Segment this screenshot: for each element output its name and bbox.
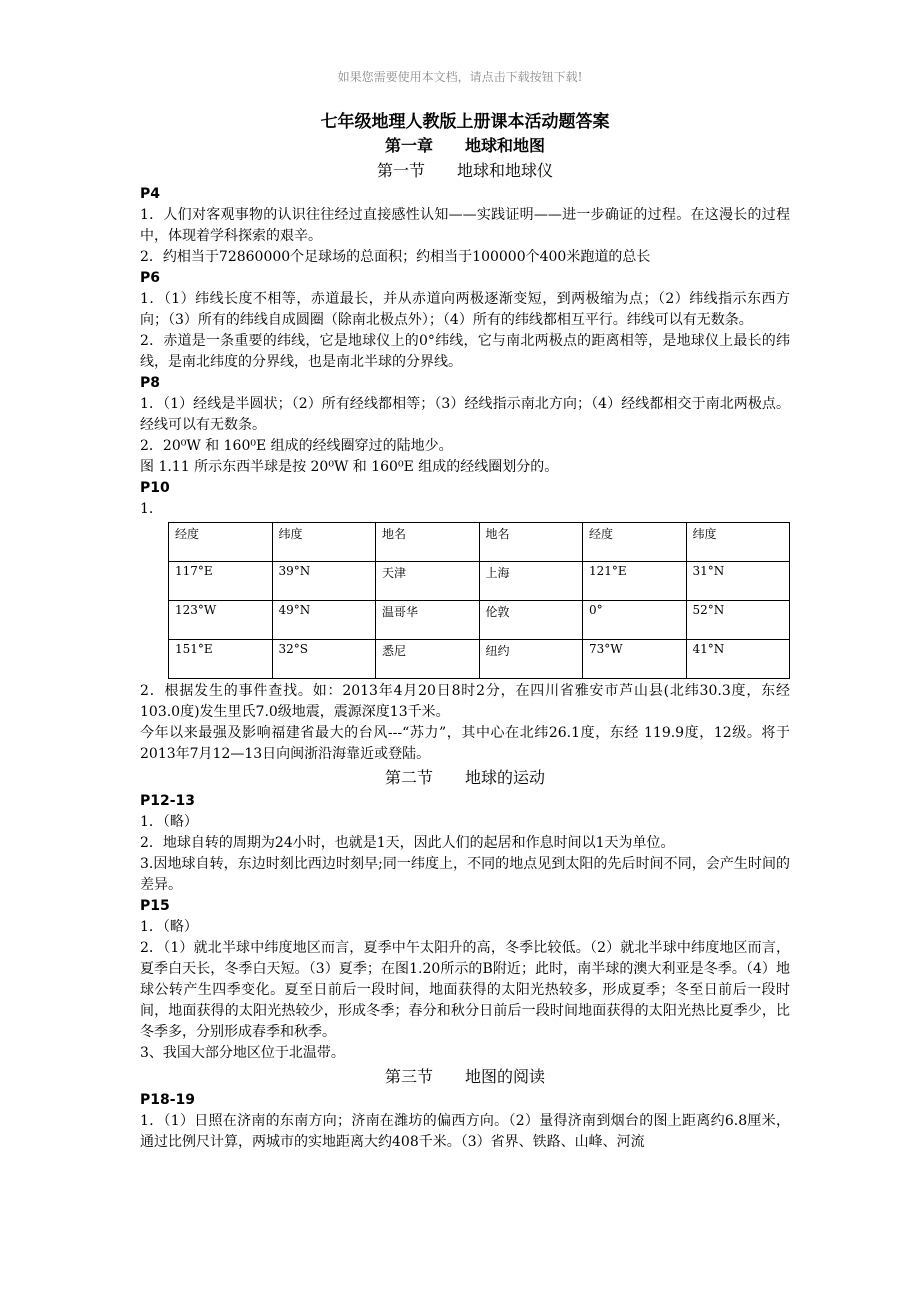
chapter-name: 地球和地图 <box>465 136 546 155</box>
answer-p4-2: 2．约相当于72860000个足球场的总面积；约相当于100000个400米跑道的总长 <box>140 249 651 265</box>
table-header-cell: 纬度 <box>272 523 376 562</box>
answer-p6-1: 1．（1）纬线长度不相等，赤道最长，并从赤道向两极逐渐变短，到两极缩为点；（2）纬线指示东西方向；（3）所有的纬线自成圆圈（除南北极点外）；（4）所有的纬线都相互平行。纬线可以有无数条。 <box>140 291 790 328</box>
answer-p18-1: 1．（1）日照在济南的东南方向；济南在潍坊的偏西方向。（2）量得济南到烟台的图上距离约6.8厘米，通过比例尺计算，两城市的实地距离大约408千米。（3）省界、铁路、山峰、河流 <box>140 1113 790 1150</box>
table-header-cell: 纬度 <box>686 523 790 562</box>
table-cell: 天津 <box>376 562 480 601</box>
document-title: 七年级地理人教版上册课本活动题答案 <box>320 112 610 132</box>
table-cell: 上海 <box>479 562 583 601</box>
answer-p8-3: 图 1.11 所示东西半球是按 20⁰W 和 160⁰E 组成的经线圈划分的。 <box>140 459 559 475</box>
answer-p10-1-number: 1． <box>140 501 163 517</box>
answer-p15-2: 2．（1）就北半球中纬度地区而言，夏季中午太阳升的高，冬季比较低。（2）就北半球中纬度地区而言，夏季白天长，冬季白天短。（3）夏季；在图1.20所示的B附近；此时，南半球的澳大利亚是冬季。（4）地球公转产生四季变化。夏至日前后一段时间，地面获得的太阳光热较多，形成夏季；冬至日前后一段时间，地面获得的太阳光热较少，形成冬季；春分和秋分日前后一段时间地面获得的太阳光热比夏季少，比冬季多，分别形成春季和秋季。 <box>140 940 790 1040</box>
table-cell: 123°W <box>169 601 273 640</box>
page-label-p8: P8 <box>140 375 161 391</box>
page-label-p18: P18-19 <box>140 1092 196 1108</box>
chapter-label: 第一章 <box>384 136 433 155</box>
table-cell: 39°N <box>272 562 376 601</box>
answer-p8-2: 2．20⁰W 和 160⁰E 组成的经线圈穿过的陆地少。 <box>140 438 453 454</box>
coordinates-table <box>168 522 790 679</box>
table-header-cell: 地名 <box>376 523 480 562</box>
page-label-p4: P4 <box>140 186 161 202</box>
answer-p12-3: 3.因地球自转，东边时刻比西边时刻早;同一纬度上，不同的地点见到太阳的先后时间不同，会产生时间的差异。 <box>140 856 790 893</box>
table-row <box>169 640 790 679</box>
table-row <box>169 562 790 601</box>
section-label: 第一节 <box>376 161 425 180</box>
table-cell: 73°W <box>583 640 687 679</box>
page-label-p6: P6 <box>140 270 161 286</box>
section-name: 地球的运动 <box>465 768 546 787</box>
table-cell: 117°E <box>169 562 273 601</box>
table-header-row <box>169 523 790 562</box>
page-label-p10: P10 <box>140 480 170 496</box>
table-header-cell: 地名 <box>479 523 583 562</box>
page-label-p12: P12-13 <box>140 793 196 809</box>
section-heading-3 <box>140 1064 790 1090</box>
answer-p15-3: 3、我国大部分地区位于北温带。 <box>140 1045 345 1061</box>
answer-p10-3: 今年以来最强及影响福建省最大的台风---“苏力”，其中心在北纬26.1度，东经 119.9度，12级。将于2013年7月12—13日向闽浙沿海靠近或登陆。 <box>140 725 790 762</box>
document-body <box>140 110 790 1153</box>
chapter-heading <box>140 134 790 158</box>
table-header-cell: 经度 <box>583 523 687 562</box>
page-label-p15: P15 <box>140 898 170 914</box>
section-heading-1 <box>140 158 790 184</box>
table-cell: 纽约 <box>479 640 583 679</box>
answer-p12-1: 1．（略） <box>140 814 198 830</box>
table-cell: 伦敦 <box>479 601 583 640</box>
table-cell: 52°N <box>686 601 790 640</box>
table-cell: 0° <box>583 601 687 640</box>
table-header-cell: 经度 <box>169 523 273 562</box>
table-row <box>169 601 790 640</box>
answer-p12-2: 2．地球自转的周期为24小时，也就是1天，因此人们的起居和作息时间以1天为单位。 <box>140 835 675 851</box>
answer-p10-2: 2．根据发生的事件查找。如：2013年4月20日8时2分，在四川省雅安市芦山县(北纬30.3度，东经103.0度)发生里氏7.0级地震，震源深度13千米。 <box>140 683 790 720</box>
table-cell: 41°N <box>686 640 790 679</box>
section-heading-2 <box>140 765 790 791</box>
download-notice: 如果您需要使用本文档，请点击下载按钮下载! <box>337 70 583 84</box>
section-name: 地球和地球仪 <box>457 161 554 180</box>
table-cell: 温哥华 <box>376 601 480 640</box>
answer-p8-1: 1．（1）经线是半圆状；（2）所有经线都相等；（3）经线指示南北方向；（4）经线都相交于南北两极点。经线可以有无数条。 <box>140 396 790 433</box>
table-cell: 31°N <box>686 562 790 601</box>
section-name: 地图的阅读 <box>465 1067 546 1086</box>
section-label: 第三节 <box>384 1067 433 1086</box>
table-cell: 32°S <box>272 640 376 679</box>
answer-p6-2: 2．赤道是一条重要的纬线，它是地球仪上的0°纬线，它与南北两极点的距离相等，是地球仪上最长的纬线，是南北纬度的分界线，也是南北半球的分界线。 <box>140 333 790 370</box>
table-cell: 49°N <box>272 601 376 640</box>
table-cell: 121°E <box>583 562 687 601</box>
answer-p4-1: 1．人们对客观事物的认识往往经过直接感性认知——实践证明——进一步确证的过程。在这漫长的过程中，体现着学科探索的艰辛。 <box>140 207 790 244</box>
section-label: 第二节 <box>384 768 433 787</box>
answer-p15-1: 1．（略） <box>140 919 198 935</box>
table-cell: 151°E <box>169 640 273 679</box>
table-cell: 悉尼 <box>376 640 480 679</box>
